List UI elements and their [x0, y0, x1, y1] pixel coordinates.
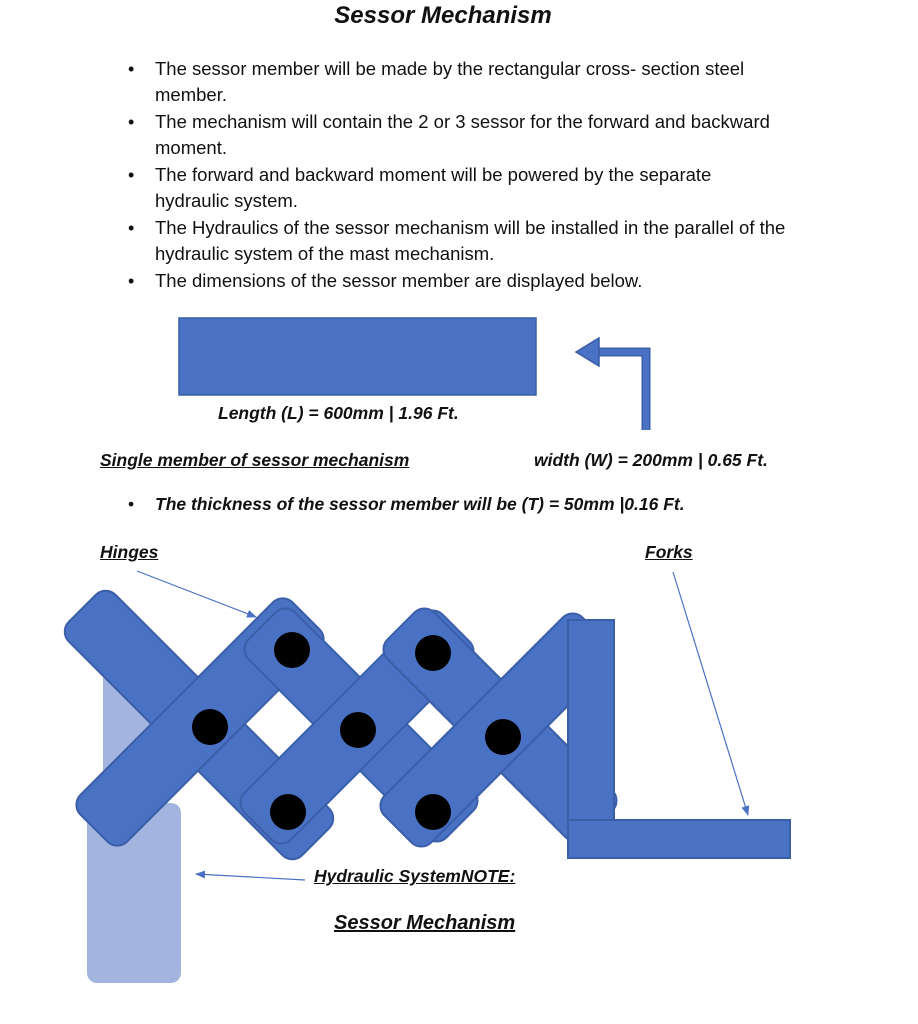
thickness-text: The thickness of the sessor member will be (T) = 50mm |0.16 Ft.	[155, 494, 685, 514]
width-label: width (W) = 200mm | 0.65 Ft.	[534, 450, 768, 470]
bullet-text: The mechanism will contain the 2 or 3 sessor for the forward and backward moment.	[155, 111, 770, 158]
fork	[568, 620, 790, 858]
forks-pointer-arrow	[673, 572, 748, 815]
bullet-dot: •	[128, 494, 135, 514]
hinge-pin	[415, 794, 451, 830]
hinge-pin	[192, 709, 228, 745]
hinges-pointer-arrow	[137, 571, 256, 617]
bullet-text: The forward and backward moment will be powered by the separate hydraulic system.	[155, 164, 712, 211]
hinge-pin	[340, 712, 376, 748]
hinges-label: Hinges	[100, 542, 159, 562]
hydraulic-system-label	[314, 866, 515, 887]
length-label: Length (L) = 600mm | 1.96 Ft.	[218, 403, 459, 423]
hinge-pin	[485, 719, 521, 755]
member-caption: Single member of sessor mechanism	[100, 450, 410, 470]
bullet-text: The sessor member will be made by the rectangular cross- section steel member.	[155, 58, 745, 105]
hinge-pin	[270, 794, 306, 830]
page-title: Sessor Mechanism	[334, 2, 552, 29]
bullet-text: The Hydraulics of the sessor mechanism will be installed in the parallel of the hydraulic system of the mast mechanism.	[155, 217, 786, 264]
hydraulic-pointer-arrow	[196, 874, 305, 880]
mechanism-caption: Sessor Mechanism	[334, 912, 516, 934]
hinge-pin	[274, 632, 310, 668]
hinge-pin	[415, 635, 451, 671]
hydraulic-label-text: Hydraulic SystemNOTE:	[314, 866, 516, 886]
forks-label: Forks	[645, 542, 693, 562]
bullet-text: The dimensions of the sessor member are displayed below.	[155, 270, 643, 291]
